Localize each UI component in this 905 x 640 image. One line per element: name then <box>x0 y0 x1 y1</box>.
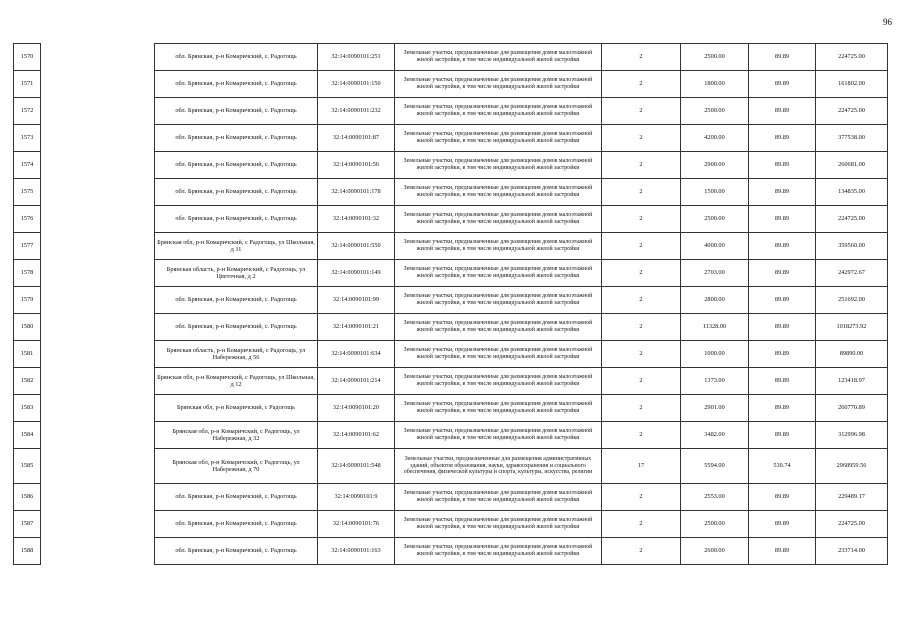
cadastral-value-cell: 233714.00 <box>816 538 888 565</box>
rate-cell: 89.89 <box>749 368 816 395</box>
row-number: 1579 <box>14 287 41 314</box>
table-row <box>14 44 888 71</box>
rate-cell: 89.89 <box>749 341 816 368</box>
row-number: 1580 <box>14 314 41 341</box>
spacer-cell <box>41 538 155 565</box>
land-use-cell: Земельные участки, предназначенные для размещения домов малоэтажной жилой застройки, в том числе индивидуальной жилой застройки <box>395 98 602 125</box>
table-row <box>14 314 888 341</box>
row-number: 1574 <box>14 152 41 179</box>
table-row <box>14 71 888 98</box>
address-cell: обл. Брянская, р-н Комаричский, с. Радогощь <box>155 314 318 341</box>
use-code-cell: 2 <box>602 368 681 395</box>
spacer-cell <box>41 260 155 287</box>
area-cell: 2553.00 <box>681 484 749 511</box>
cadastral-number-cell: 32:14:0090101:150 <box>318 71 395 98</box>
address-cell: обл. Брянская, р-н Комаричский, с. Радогощь <box>155 98 318 125</box>
spacer-cell <box>41 511 155 538</box>
use-code-cell: 17 <box>602 449 681 484</box>
use-code-cell: 2 <box>602 260 681 287</box>
area-cell: 3482.00 <box>681 422 749 449</box>
use-code-cell: 2 <box>602 179 681 206</box>
table-row <box>14 206 888 233</box>
area-cell: 2500.00 <box>681 44 749 71</box>
address-cell: обл. Брянская, р-н Комаричский, с. Радогощь <box>155 511 318 538</box>
address-cell: Брянская обл, р-н Комаричский, с Радогощь <box>155 395 318 422</box>
table-row <box>14 287 888 314</box>
spacer-cell <box>41 341 155 368</box>
land-use-cell: Земельные участки, предназначенные для размещения домов малоэтажной жилой застройки, в том числе индивидуальной жилой застройки <box>395 484 602 511</box>
page-number: 96 <box>883 17 892 27</box>
use-code-cell: 2 <box>602 422 681 449</box>
use-code-cell: 2 <box>602 511 681 538</box>
area-cell: 1373.00 <box>681 368 749 395</box>
table-row <box>14 341 888 368</box>
use-code-cell: 2 <box>602 395 681 422</box>
table-row <box>14 233 888 260</box>
land-use-cell: Земельные участки, предназначенные для размещения домов малоэтажной жилой застройки, в том числе индивидуальной жилой застройки <box>395 368 602 395</box>
table-row <box>14 484 888 511</box>
address-cell: Брянская обл, р-н Комаричский, с Радогощь, ул Школьная, д 11 <box>155 233 318 260</box>
area-cell: 4200.00 <box>681 125 749 152</box>
address-cell: обл. Брянская, р-н Комаричский, с. Радогощь <box>155 179 318 206</box>
row-number: 1572 <box>14 98 41 125</box>
area-cell: 2500.00 <box>681 98 749 125</box>
cadastral-number-cell: 32:14:0090101:548 <box>318 449 395 484</box>
use-code-cell: 2 <box>602 314 681 341</box>
rate-cell: 530.74 <box>749 449 816 484</box>
area-cell: 4000.00 <box>681 233 749 260</box>
area-cell: 1800.00 <box>681 71 749 98</box>
cadastral-number-cell: 32:14:0090101:214 <box>318 368 395 395</box>
use-code-cell: 2 <box>602 341 681 368</box>
cadastral-value-cell: 224725.00 <box>816 511 888 538</box>
row-number: 1585 <box>14 449 41 484</box>
use-code-cell: 2 <box>602 152 681 179</box>
cadastral-number-cell: 32:14:0090101:76 <box>318 511 395 538</box>
cadastral-number-cell: 32:14:0090101:634 <box>318 341 395 368</box>
spacer-cell <box>41 484 155 511</box>
cadastral-value-cell: 1018273.92 <box>816 314 888 341</box>
spacer-cell <box>41 368 155 395</box>
table-row <box>14 98 888 125</box>
spacer-cell <box>41 98 155 125</box>
spacer-cell <box>41 395 155 422</box>
cadastral-value-cell: 134835.00 <box>816 179 888 206</box>
spacer-cell <box>41 71 155 98</box>
area-cell: 1500.00 <box>681 179 749 206</box>
table-row <box>14 152 888 179</box>
land-use-cell: Земельные участки, предназначенные для размещения домов малоэтажной жилой застройки, в том числе индивидуальной жилой застройки <box>395 422 602 449</box>
cadastral-value-cell: 229489.17 <box>816 484 888 511</box>
address-cell: обл. Брянская, р-н Комаричский, с. Радогощь <box>155 152 318 179</box>
table-row <box>14 179 888 206</box>
cadastral-number-cell: 32:14:0090101:149 <box>318 260 395 287</box>
row-number: 1578 <box>14 260 41 287</box>
row-number: 1573 <box>14 125 41 152</box>
land-use-cell: Земельные участки, предназначенные для размещения домов малоэтажной жилой застройки, в том числе индивидуальной жилой застройки <box>395 206 602 233</box>
land-use-cell: Земельные участки, предназначенные для размещения административных зданий, объектов образования, науки, здравоохранения и социального обеспечения, физической культуры и спорта, культуры, искусства, религии <box>395 449 602 484</box>
rate-cell: 89.89 <box>749 314 816 341</box>
cadastral-value-cell: 89890.00 <box>816 341 888 368</box>
table-row <box>14 511 888 538</box>
spacer-cell <box>41 206 155 233</box>
row-number: 1582 <box>14 368 41 395</box>
land-use-cell: Земельные участки, предназначенные для размещения домов малоэтажной жилой застройки, в том числе индивидуальной жилой застройки <box>395 71 602 98</box>
spacer-cell <box>41 152 155 179</box>
row-number: 1588 <box>14 538 41 565</box>
land-use-cell: Земельные участки, предназначенные для размещения домов малоэтажной жилой застройки, в том числе индивидуальной жилой застройки <box>395 511 602 538</box>
rate-cell: 89.89 <box>749 125 816 152</box>
cadastral-number-cell: 32:14:0090101:21 <box>318 314 395 341</box>
area-cell: 2900.00 <box>681 152 749 179</box>
rate-cell: 89.89 <box>749 206 816 233</box>
spacer-cell <box>41 422 155 449</box>
rate-cell: 89.89 <box>749 422 816 449</box>
cadastral-value-cell: 123418.97 <box>816 368 888 395</box>
rate-cell: 89.89 <box>749 179 816 206</box>
spacer-cell <box>41 287 155 314</box>
table-row <box>14 395 888 422</box>
spacer-cell <box>41 44 155 71</box>
spacer-cell <box>41 449 155 484</box>
cadastral-value-cell: 260681.00 <box>816 152 888 179</box>
cadastral-number-cell: 32:14:0090101:62 <box>318 422 395 449</box>
address-cell: обл. Брянская, р-н Комаричский, с. Радогощь <box>155 538 318 565</box>
cadastral-value-cell: 312996.98 <box>816 422 888 449</box>
table-row <box>14 368 888 395</box>
rate-cell: 89.89 <box>749 152 816 179</box>
area-cell: 2800.00 <box>681 287 749 314</box>
address-cell: обл. Брянская, р-н Комаричский, с. Радогощь <box>155 287 318 314</box>
area-cell: 5594.00 <box>681 449 749 484</box>
address-cell: обл. Брянская, р-н Комаричский, с. Радогощь <box>155 484 318 511</box>
address-cell: Брянская обл, р-н Комаричский, с Радогощь, ул Набережная, д 70 <box>155 449 318 484</box>
row-number: 1570 <box>14 44 41 71</box>
cadastral-value-cell: 224725.00 <box>816 206 888 233</box>
row-number: 1583 <box>14 395 41 422</box>
use-code-cell: 2 <box>602 206 681 233</box>
cadastral-value-cell: 251692.00 <box>816 287 888 314</box>
spacer-cell <box>41 314 155 341</box>
use-code-cell: 2 <box>602 233 681 260</box>
land-use-cell: Земельные участки, предназначенные для размещения домов малоэтажной жилой застройки, в том числе индивидуальной жилой застройки <box>395 233 602 260</box>
table-row <box>14 422 888 449</box>
cadastral-number-cell: 32:14:0090101:20 <box>318 395 395 422</box>
cadastral-number-cell: 32:14:0090101:87 <box>318 125 395 152</box>
address-cell: Брянская область, р-н Комаричский, с Радогощь, ул Набережная, д 56 <box>155 341 318 368</box>
row-number: 1586 <box>14 484 41 511</box>
cadastral-value-cell: 2968959.56 <box>816 449 888 484</box>
row-number: 1587 <box>14 511 41 538</box>
land-use-cell: Земельные участки, предназначенные для размещения домов малоэтажной жилой застройки, в том числе индивидуальной жилой застройки <box>395 260 602 287</box>
use-code-cell: 2 <box>602 98 681 125</box>
rate-cell: 89.89 <box>749 538 816 565</box>
area-cell: 2703.00 <box>681 260 749 287</box>
row-number: 1571 <box>14 71 41 98</box>
cadastral-number-cell: 32:14:0090101:9 <box>318 484 395 511</box>
address-cell: обл. Брянская, р-н Комаричский, с. Радогощь <box>155 206 318 233</box>
address-cell: обл. Брянская, р-н Комаричский, с. Радогощь <box>155 71 318 98</box>
cadastral-number-cell: 32:14:0090101:99 <box>318 287 395 314</box>
spacer-cell <box>41 125 155 152</box>
cadastral-value-cell: 260770.89 <box>816 395 888 422</box>
address-cell: Брянская область, р-н Комаричский, с Радогощь, ул Цветочная, д 2 <box>155 260 318 287</box>
cadastral-register-table <box>13 43 888 565</box>
cadastral-number-cell: 32:14:0090101:251 <box>318 44 395 71</box>
cadastral-number-cell: 32:14:0090101:550 <box>318 233 395 260</box>
land-use-cell: Земельные участки, предназначенные для размещения домов малоэтажной жилой застройки, в том числе индивидуальной жилой застройки <box>395 179 602 206</box>
rate-cell: 89.89 <box>749 98 816 125</box>
land-use-cell: Земельные участки, предназначенные для размещения домов малоэтажной жилой застройки, в том числе индивидуальной жилой застройки <box>395 341 602 368</box>
land-use-cell: Земельные участки, предназначенные для размещения домов малоэтажной жилой застройки, в том числе индивидуальной жилой застройки <box>395 125 602 152</box>
use-code-cell: 2 <box>602 538 681 565</box>
land-use-cell: Земельные участки, предназначенные для размещения домов малоэтажной жилой застройки, в том числе индивидуальной жилой застройки <box>395 538 602 565</box>
use-code-cell: 2 <box>602 71 681 98</box>
cadastral-value-cell: 242972.67 <box>816 260 888 287</box>
table-row <box>14 538 888 565</box>
row-number: 1577 <box>14 233 41 260</box>
row-number: 1576 <box>14 206 41 233</box>
area-cell: 1000.00 <box>681 341 749 368</box>
use-code-cell: 2 <box>602 44 681 71</box>
rate-cell: 89.89 <box>749 484 816 511</box>
cadastral-number-cell: 32:14:0090101:56 <box>318 152 395 179</box>
land-use-cell: Земельные участки, предназначенные для размещения домов малоэтажной жилой застройки, в том числе индивидуальной жилой застройки <box>395 395 602 422</box>
cadastral-value-cell: 161802.00 <box>816 71 888 98</box>
address-cell: Брянская обл, р-н Комаричский, с Радогощь, ул Набережная, д 32 <box>155 422 318 449</box>
row-number: 1584 <box>14 422 41 449</box>
row-number: 1575 <box>14 179 41 206</box>
area-cell: 2901.00 <box>681 395 749 422</box>
use-code-cell: 2 <box>602 484 681 511</box>
cadastral-number-cell: 32:14:0090101:232 <box>318 98 395 125</box>
rate-cell: 89.89 <box>749 511 816 538</box>
cadastral-number-cell: 32:14:0090101:163 <box>318 538 395 565</box>
table-body <box>14 44 888 565</box>
cadastral-number-cell: 32:14:0090101:178 <box>318 179 395 206</box>
area-cell: 2500.00 <box>681 206 749 233</box>
spacer-cell <box>41 233 155 260</box>
land-use-cell: Земельные участки, предназначенные для размещения домов малоэтажной жилой застройки, в том числе индивидуальной жилой застройки <box>395 152 602 179</box>
rate-cell: 89.89 <box>749 395 816 422</box>
table-row <box>14 449 888 484</box>
rate-cell: 89.89 <box>749 71 816 98</box>
cadastral-value-cell: 377538.00 <box>816 125 888 152</box>
rate-cell: 89.89 <box>749 44 816 71</box>
cadastral-number-cell: 32:14:0090101:32 <box>318 206 395 233</box>
table-row <box>14 125 888 152</box>
area-cell: 2500.00 <box>681 511 749 538</box>
rate-cell: 89.89 <box>749 260 816 287</box>
area-cell: 11328.00 <box>681 314 749 341</box>
address-cell: Брянская обл, р-н Комаричский, с Радогощь, ул Школьная, д 12 <box>155 368 318 395</box>
use-code-cell: 2 <box>602 125 681 152</box>
spacer-cell <box>41 179 155 206</box>
use-code-cell: 2 <box>602 287 681 314</box>
area-cell: 2600.00 <box>681 538 749 565</box>
cadastral-value-cell: 224725.00 <box>816 98 888 125</box>
rate-cell: 89.89 <box>749 233 816 260</box>
cadastral-value-cell: 224725.00 <box>816 44 888 71</box>
rate-cell: 89.89 <box>749 287 816 314</box>
address-cell: обл. Брянская, р-н Комаричский, с. Радогощь <box>155 44 318 71</box>
table-row <box>14 260 888 287</box>
land-use-cell: Земельные участки, предназначенные для размещения домов малоэтажной жилой застройки, в том числе индивидуальной жилой застройки <box>395 314 602 341</box>
land-use-cell: Земельные участки, предназначенные для размещения домов малоэтажной жилой застройки, в том числе индивидуальной жилой застройки <box>395 44 602 71</box>
address-cell: обл. Брянская, р-н Комаричский, с. Радогощь <box>155 125 318 152</box>
land-use-cell: Земельные участки, предназначенные для размещения домов малоэтажной жилой застройки, в том числе индивидуальной жилой застройки <box>395 287 602 314</box>
row-number: 1581 <box>14 341 41 368</box>
cadastral-value-cell: 359560.00 <box>816 233 888 260</box>
